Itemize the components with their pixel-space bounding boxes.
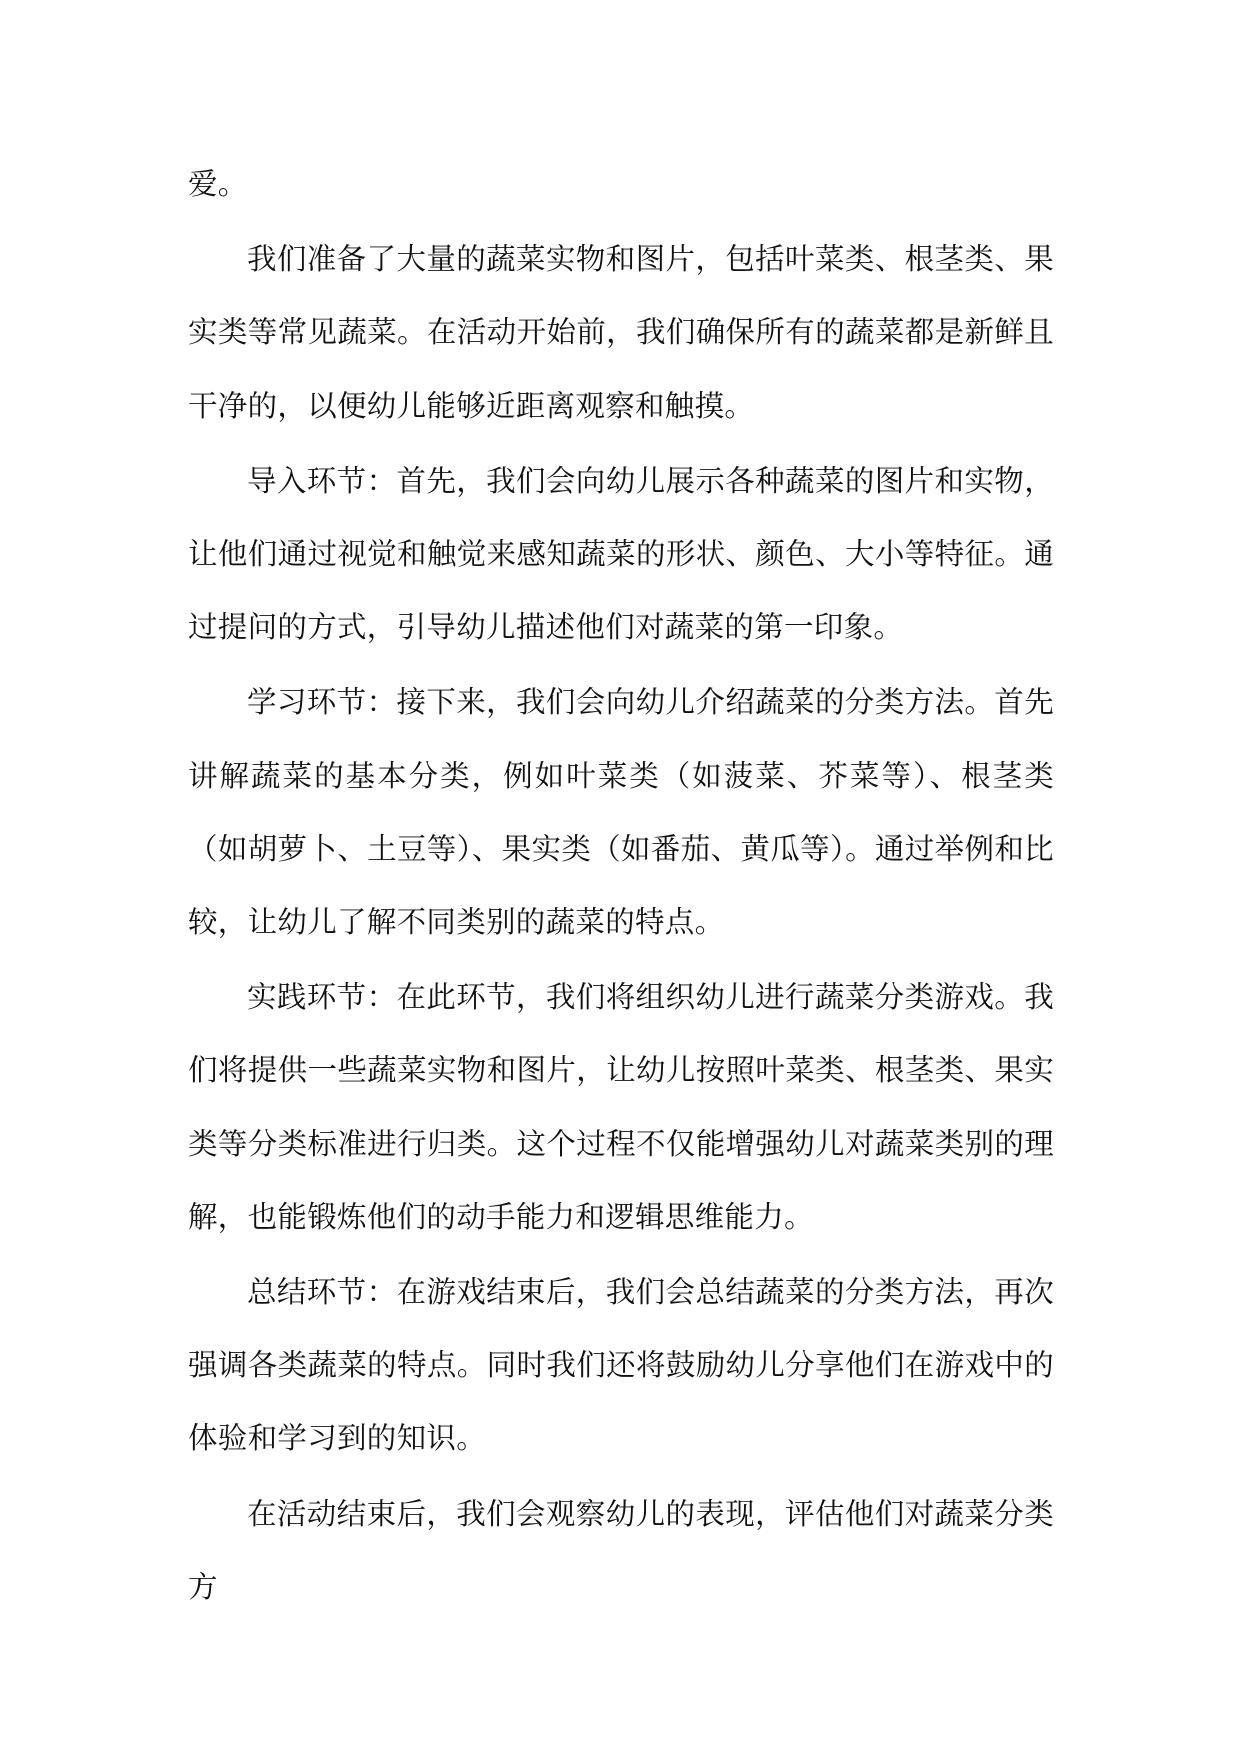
paragraph-practice: 实践环节：在此环节，我们将组织幼儿进行蔬菜分类游戏。我们将提供一些蔬菜实物和图片，让幼儿按照叶菜类、根茎类、果实类等分类标准进行归类。这个过程不仅能增强幼儿对蔬菜类别的理解，也能锻炼他们的动手能力和逻辑思维能力。	[188, 980, 1054, 1234]
paragraph-introduction: 导入环节：首先，我们会向幼儿展示各种蔬菜的图片和实物，让他们通过视觉和触觉来感知蔬菜的形状、颜色、大小等特征。通过提问的方式，引导幼儿描述他们对蔬菜的第一印象。	[188, 463, 1054, 645]
paragraph-learning: 学习环节：接下来，我们会向幼儿介绍蔬菜的分类方法。首先讲解蔬菜的基本分类，例如叶菜类（如菠菜、芥菜等）、根茎类（如胡萝卜、土豆等）、果实类（如番茄、黄瓜等）。通过举例和比较，让幼儿了解不同类别的蔬菜的特点。	[188, 685, 1054, 940]
paragraph-continuation: 爱。	[188, 167, 248, 201]
paragraph-summary: 总结环节：在游戏结束后，我们会总结蔬菜的分类方法，再次强调各类蔬菜的特点。同时我们还将鼓励幼儿分享他们在游戏中的体验和学习到的知识。	[188, 1275, 1054, 1456]
paragraph-evaluation: 在活动结束后，我们会观察幼儿的表现，评估他们对蔬菜分类方	[188, 1496, 1054, 1604]
document-body	[188, 148, 1054, 1626]
paragraph-materials: 我们准备了大量的蔬菜实物和图片，包括叶菜类、根茎类、果实类等常见蔬菜。在活动开始前，我们确保所有的蔬菜都是新鲜且干净的，以便幼儿能够近距离观察和触摸。	[188, 242, 1054, 423]
